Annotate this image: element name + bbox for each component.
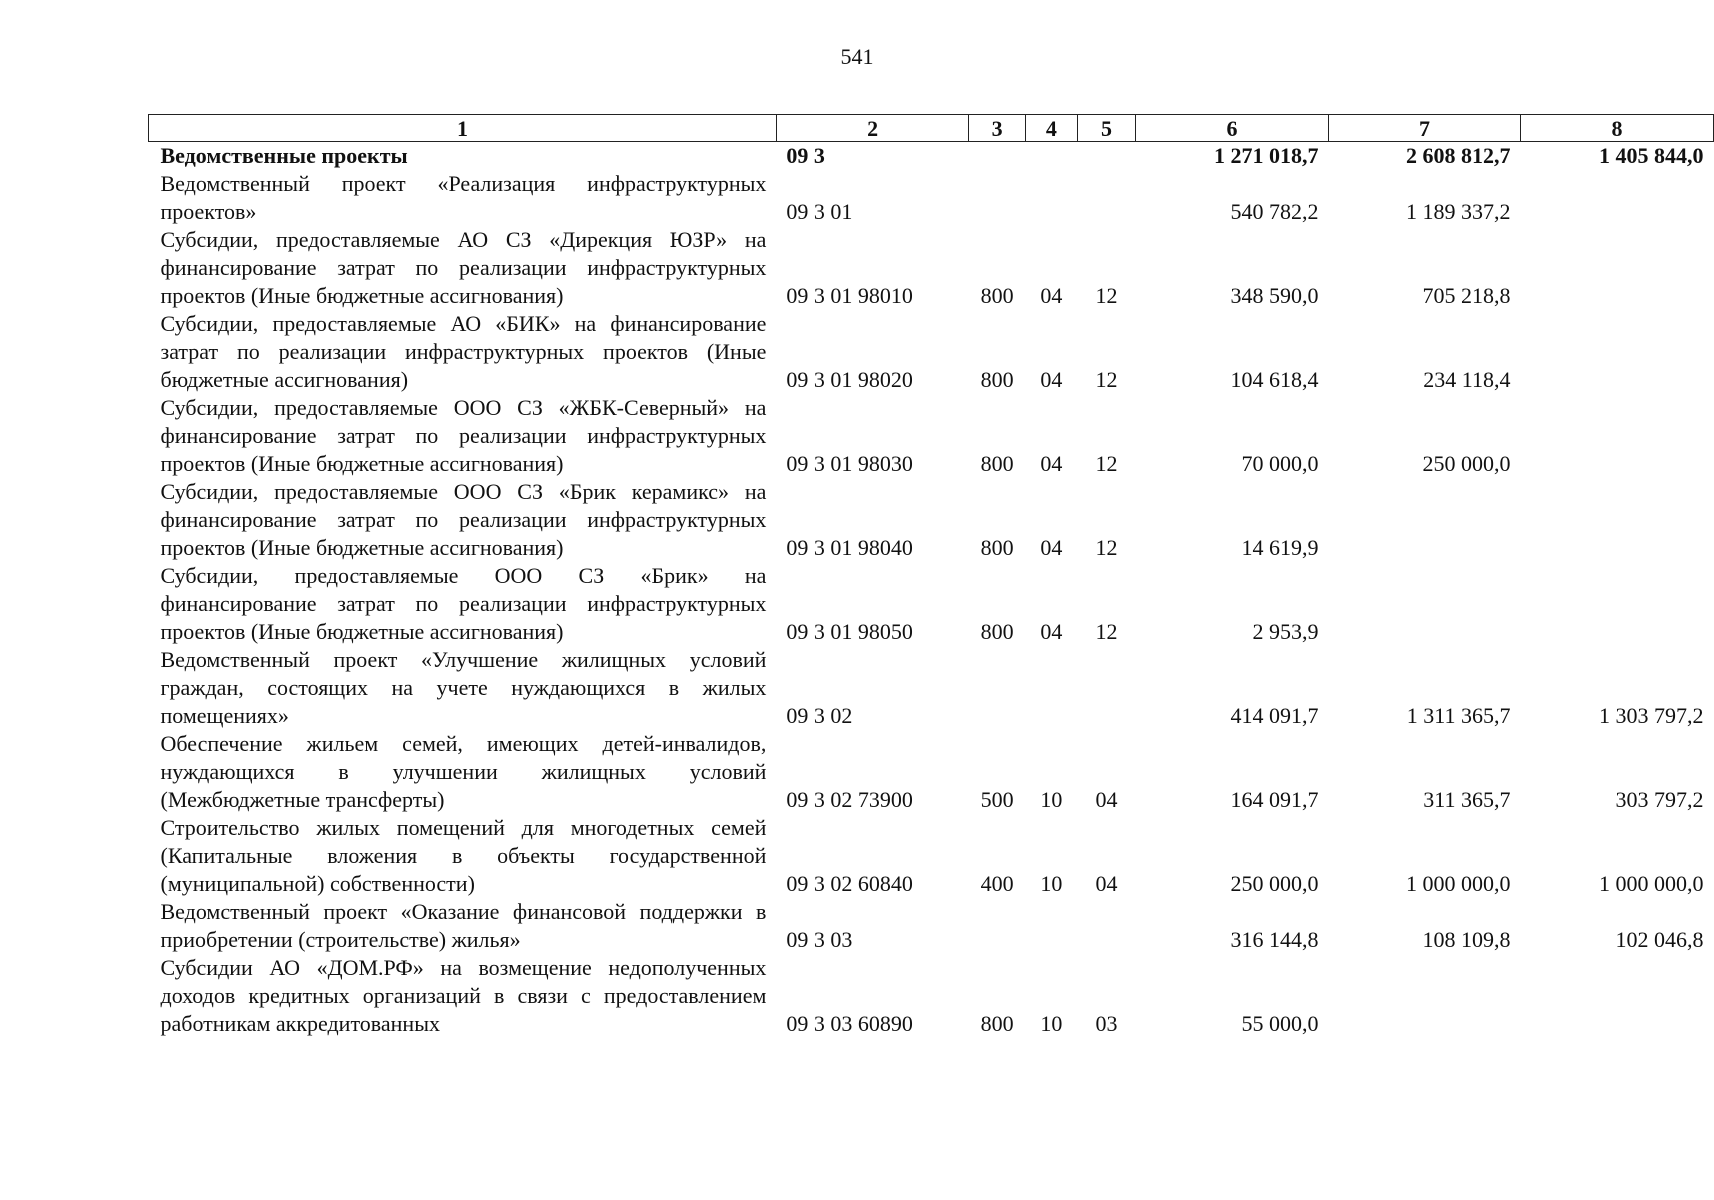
row-value-8: 1 000 000,0 — [1599, 871, 1704, 896]
row-subsection: 04 — [1095, 787, 1118, 812]
table-row — [149, 646, 1714, 730]
row-section: 10 — [1040, 787, 1063, 812]
row-value-8 — [1520, 562, 1713, 646]
row-description-text: Субсидии, предоставляемые ООО СЗ «Брик керамикс» на финансирование затрат по реализации инфраструктурных проектов (Иные бюджетные ассигнования) — [160, 479, 767, 560]
row-description — [149, 814, 777, 898]
row-expense-type: 500 — [980, 787, 1014, 812]
row-section: 04 — [1040, 535, 1063, 560]
row-expense-type: 400 — [980, 871, 1014, 896]
row-value-7: 311 365,7 — [1423, 787, 1511, 812]
row-description — [149, 954, 777, 1038]
row-section: 10 — [1040, 871, 1063, 896]
table-row — [149, 814, 1714, 898]
row-code: 09 3 01 98010 — [786, 283, 913, 308]
row-value-8 — [1520, 478, 1713, 562]
row-description — [149, 142, 777, 171]
row-value-8 — [1520, 226, 1713, 310]
row-description — [149, 394, 777, 478]
header-col-7: 7 — [1329, 115, 1521, 142]
row-description — [149, 226, 777, 310]
row-expense-type — [969, 170, 1025, 226]
row-code: 09 3 02 60840 — [786, 871, 913, 896]
row-value-6: 55 000,0 — [1241, 1011, 1319, 1036]
header-col-8: 8 — [1520, 115, 1713, 142]
header-row — [149, 115, 1714, 142]
row-value-7: 234 118,4 — [1423, 367, 1511, 392]
table-row — [149, 478, 1714, 562]
row-description — [149, 562, 777, 646]
row-value-7: 108 109,8 — [1422, 927, 1511, 952]
row-expense-type — [969, 898, 1025, 954]
row-subsection: 03 — [1095, 1011, 1118, 1036]
row-value-8 — [1520, 310, 1713, 394]
table-row — [149, 562, 1714, 646]
row-subsection — [1078, 898, 1136, 954]
row-code: 09 3 01 — [786, 199, 853, 224]
row-expense-type: 800 — [980, 619, 1014, 644]
row-description-text: Ведомственный проект «Улучшение жилищных условий граждан, состоящих на учете нуждающихся в жилых помещениях» — [160, 647, 767, 728]
table-row — [149, 310, 1714, 394]
row-description-text: Обеспечение жильем семей, имеющих детей-инвалидов, нуждающихся в улучшении жилищных условий (Межбюджетные трансферты) — [160, 731, 767, 812]
row-description-text: Ведомственный проект «Реализация инфраструктурных проектов» — [160, 171, 767, 224]
row-description — [149, 170, 777, 226]
row-description-text: Субсидии, предоставляемые АО «БИК» на финансирование затрат по реализации инфраструктурных проектов (Иные бюджетные ассигнования) — [160, 311, 767, 392]
row-description — [149, 310, 777, 394]
row-value-6: 70 000,0 — [1241, 451, 1319, 476]
row-expense-type — [969, 646, 1025, 730]
row-code: 09 3 03 — [786, 927, 853, 952]
row-expense-type: 800 — [980, 283, 1014, 308]
table-row — [149, 142, 1714, 171]
row-section — [1025, 170, 1077, 226]
row-value-6: 540 782,2 — [1230, 199, 1319, 224]
row-section: 04 — [1040, 619, 1063, 644]
table-row — [149, 954, 1714, 1038]
row-code: 09 3 01 98020 — [786, 367, 913, 392]
table-row — [149, 226, 1714, 310]
header-col-6: 6 — [1136, 115, 1329, 142]
row-description — [149, 898, 777, 954]
row-expense-type: 800 — [980, 451, 1014, 476]
row-section — [1025, 646, 1077, 730]
row-code: 09 3 02 73900 — [786, 787, 913, 812]
row-subsection: 12 — [1095, 535, 1118, 560]
row-description — [149, 646, 777, 730]
row-subsection — [1078, 142, 1136, 171]
row-subsection: 12 — [1095, 619, 1118, 644]
row-value-6: 164 091,7 — [1230, 787, 1319, 812]
row-code: 09 3 — [786, 143, 825, 168]
row-value-7: 250 000,0 — [1422, 451, 1511, 476]
row-description — [149, 730, 777, 814]
row-value-6: 14 619,9 — [1241, 535, 1319, 560]
row-description-text: Субсидии, предоставляемые АО СЗ «Дирекция ЮЗР» на финансирование затрат по реализации инфраструктурных проектов (Иные бюджетные ассигнования) — [160, 227, 767, 308]
row-description-text: Ведомственный проект «Оказание финансовой поддержки в приобретении (строительстве) жилья» — [160, 899, 767, 952]
row-subsection: 04 — [1095, 871, 1118, 896]
row-code: 09 3 01 98030 — [786, 451, 913, 476]
row-value-7 — [1329, 562, 1521, 646]
row-section: 04 — [1040, 367, 1063, 392]
row-code: 09 3 01 98050 — [786, 619, 913, 644]
row-value-6: 414 091,7 — [1230, 703, 1319, 728]
header-col-1: 1 — [149, 115, 777, 142]
row-value-6: 348 590,0 — [1230, 283, 1319, 308]
row-description-text: Строительство жилых помещений для многодетных семей (Капитальные вложения в объекты государственной (муниципальной) собственности) — [160, 815, 767, 896]
row-value-6: 250 000,0 — [1230, 871, 1319, 896]
header-col-2: 2 — [776, 115, 969, 142]
header-col-5: 5 — [1078, 115, 1136, 142]
row-section: 04 — [1040, 283, 1063, 308]
row-expense-type — [969, 142, 1025, 171]
row-value-7 — [1329, 954, 1521, 1038]
row-description-text: Субсидии, предоставляемые ООО СЗ «ЖБК-Северный» на финансирование затрат по реализации инфраструктурных проектов (Иные бюджетные ассигнования) — [160, 395, 767, 476]
table-row — [149, 170, 1714, 226]
row-value-7: 1 189 337,2 — [1405, 199, 1511, 224]
page-number: 541 — [840, 44, 874, 69]
row-code: 09 3 02 — [786, 703, 853, 728]
row-code: 09 3 01 98040 — [786, 535, 913, 560]
row-expense-type: 800 — [980, 367, 1014, 392]
row-value-6: 316 144,8 — [1230, 927, 1319, 952]
row-section: 10 — [1040, 1011, 1063, 1036]
header-col-3: 3 — [969, 115, 1025, 142]
row-value-7: 1 000 000,0 — [1405, 871, 1511, 896]
row-subsection: 12 — [1095, 451, 1118, 476]
row-section — [1025, 898, 1077, 954]
row-value-8 — [1520, 394, 1713, 478]
row-code: 09 3 03 60890 — [786, 1011, 913, 1036]
header-col-4: 4 — [1025, 115, 1077, 142]
row-value-8 — [1520, 170, 1713, 226]
row-section — [1025, 142, 1077, 171]
row-value-7: 1 311 365,7 — [1406, 703, 1511, 728]
row-value-7: 2 608 812,7 — [1405, 143, 1511, 168]
row-description — [149, 478, 777, 562]
row-subsection: 12 — [1095, 283, 1118, 308]
row-value-8: 102 046,8 — [1615, 927, 1704, 952]
row-value-8: 1 405 844,0 — [1599, 143, 1704, 168]
row-value-6: 1 271 018,7 — [1214, 143, 1319, 168]
row-expense-type: 800 — [980, 535, 1014, 560]
row-description-text: Субсидии, предоставляемые ООО СЗ «Брик» на финансирование затрат по реализации инфраструктурных проектов (Иные бюджетные ассигнования) — [160, 563, 767, 644]
row-value-8: 1 303 797,2 — [1599, 703, 1704, 728]
row-subsection — [1078, 646, 1136, 730]
row-expense-type: 800 — [980, 1011, 1014, 1036]
row-value-6: 104 618,4 — [1230, 367, 1319, 392]
row-value-7 — [1329, 478, 1521, 562]
table-row — [149, 394, 1714, 478]
table-row — [149, 898, 1714, 954]
table-row — [149, 730, 1714, 814]
row-description-text: Субсидии АО «ДОМ.РФ» на возмещение недополученных доходов кредитных организаций в связи с предоставлением работникам аккредитованных — [160, 955, 767, 1036]
row-subsection: 12 — [1095, 367, 1118, 392]
budget-table — [148, 114, 1714, 1038]
row-value-6: 2 953,9 — [1252, 619, 1319, 644]
row-value-8: 303 797,2 — [1615, 787, 1704, 812]
row-subsection — [1078, 170, 1136, 226]
table-body — [149, 142, 1714, 1039]
row-section: 04 — [1040, 451, 1063, 476]
row-value-7: 705 218,8 — [1422, 283, 1511, 308]
row-value-8 — [1520, 954, 1713, 1038]
row-description-text: Ведомственные проекты — [160, 143, 408, 168]
